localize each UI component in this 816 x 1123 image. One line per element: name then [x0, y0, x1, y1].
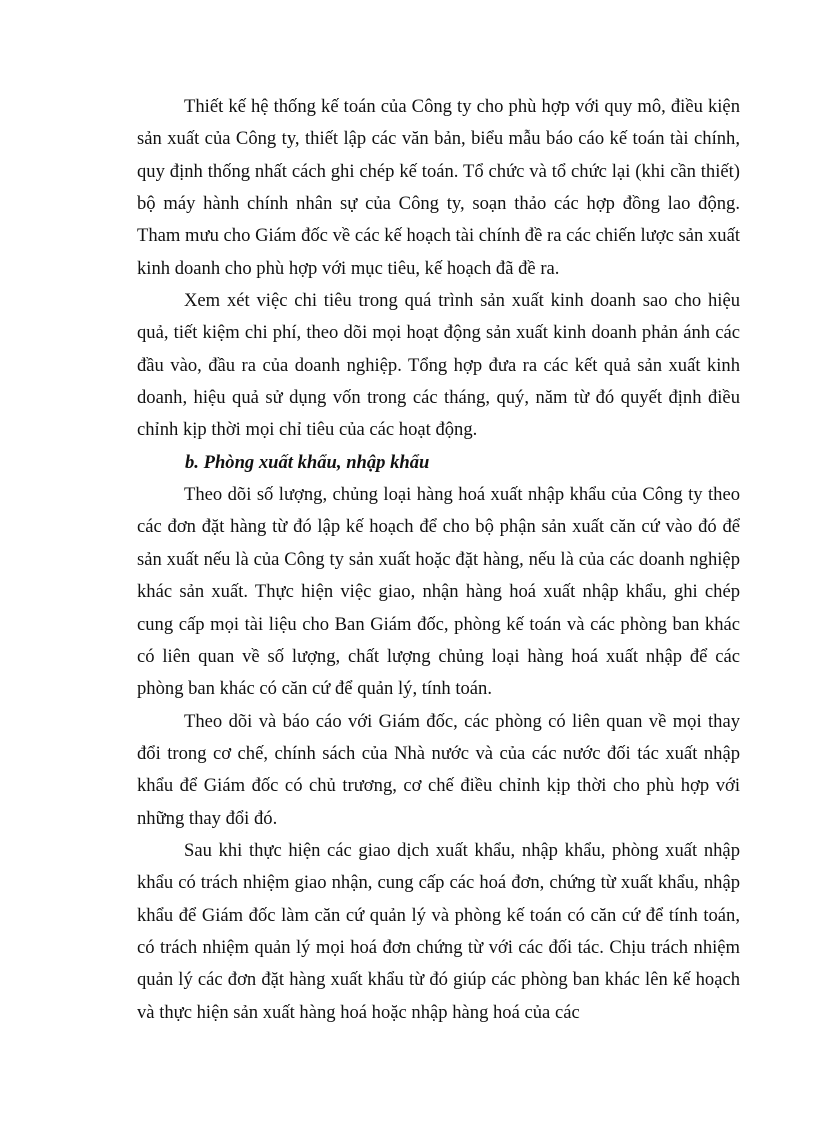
paragraph-transactions: Sau khi thực hiện các giao dịch xuất khẩu, nhập khẩu, phòng xuất nhập khẩu có trách nhiệm giao nhận, cung cấp các hoá đơn, chứng từ xuất khẩu, nhập khẩu để Giám đốc làm căn cứ quản lý và phòng kế toán có căn cứ để tính toán, có trách nhiệm quản lý mọi hoá đơn chứng từ với các đối tác. Chịu trách nhiệm quản lý các đơn đặt hàng xuất khẩu từ đó giúp các phòng ban khác lên kế hoạch và thực hiện sản xuất hàng hoá hoặc nhập hàng hoá của các [137, 839, 740, 1023]
paragraph-accounting-system: Thiết kế hệ thống kế toán của Công ty cho phù hợp với quy mô, điều kiện sản xuất của Công ty, thiết lập các văn bản, biểu mẫu báo cáo kế toán tài chính, quy định thống nhất cách ghi chép kế toán. Tổ chức và tổ chức lại (khi cần thiết) bộ máy hành chính nhân sự của Công ty, soạn thảo các hợp đồng lao động. Tham mưu cho Giám đốc về các kế hoạch tài chính đề ra các chiến lược sản xuất kinh doanh cho phù hợp với mục tiêu, kế hoạch đã đề ra. [137, 96, 740, 279]
paragraph-import-export-tracking: Theo dõi số lượng, chủng loại hàng hoá xuất nhập khẩu của Công ty theo các đơn đặt hàng từ đó lập kế hoạch để cho bộ phận sản xuất căn cứ vào đó để sản xuất nếu là của Công ty sản xuất hoặc đặt hàng, nếu là của các doanh nghiệp khác sản xuất. Thực hiện việc giao, nhận hàng hoá xuất nhập khẩu, ghi chép cung cấp mọi tài liệu cho Ban Giám đốc, phòng kế toán và các phòng ban khác có liên quan về số lượng, chất lượng chủng loại hàng hoá xuất nhập để các phòng ban khác có căn cứ để quản lý, tính toán. [137, 484, 740, 700]
paragraph-spending-review: Xem xét việc chi tiêu trong quá trình sản xuất kinh doanh sao cho hiệu quả, tiết kiệm chi phí, theo dõi mọi hoạt động sản xuất kinh doanh phản ánh các đầu vào, đầu ra của doanh nghiệp. Tổng hợp đưa ra các kết quả sản xuất kinh doanh, hiệu quả sử dụng vốn trong các tháng, quý, năm từ đó quyết định điều chỉnh kịp thời mọi chỉ tiêu của các hoạt động. [137, 290, 740, 441]
section-heading: b. Phòng xuất khẩu, nhập khẩu [185, 451, 430, 473]
body-text [137, 91, 740, 1029]
paragraph-policy-reporting: Theo dõi và báo cáo với Giám đốc, các phòng có liên quan về mọi thay đổi trong cơ chế, chính sách của Nhà nước và của các nước đối tác xuất nhập khẩu để Giám đốc có chủ trương, cơ chế điều chỉnh kịp thời cho phù hợp với những thay đổi đó. [137, 710, 740, 829]
